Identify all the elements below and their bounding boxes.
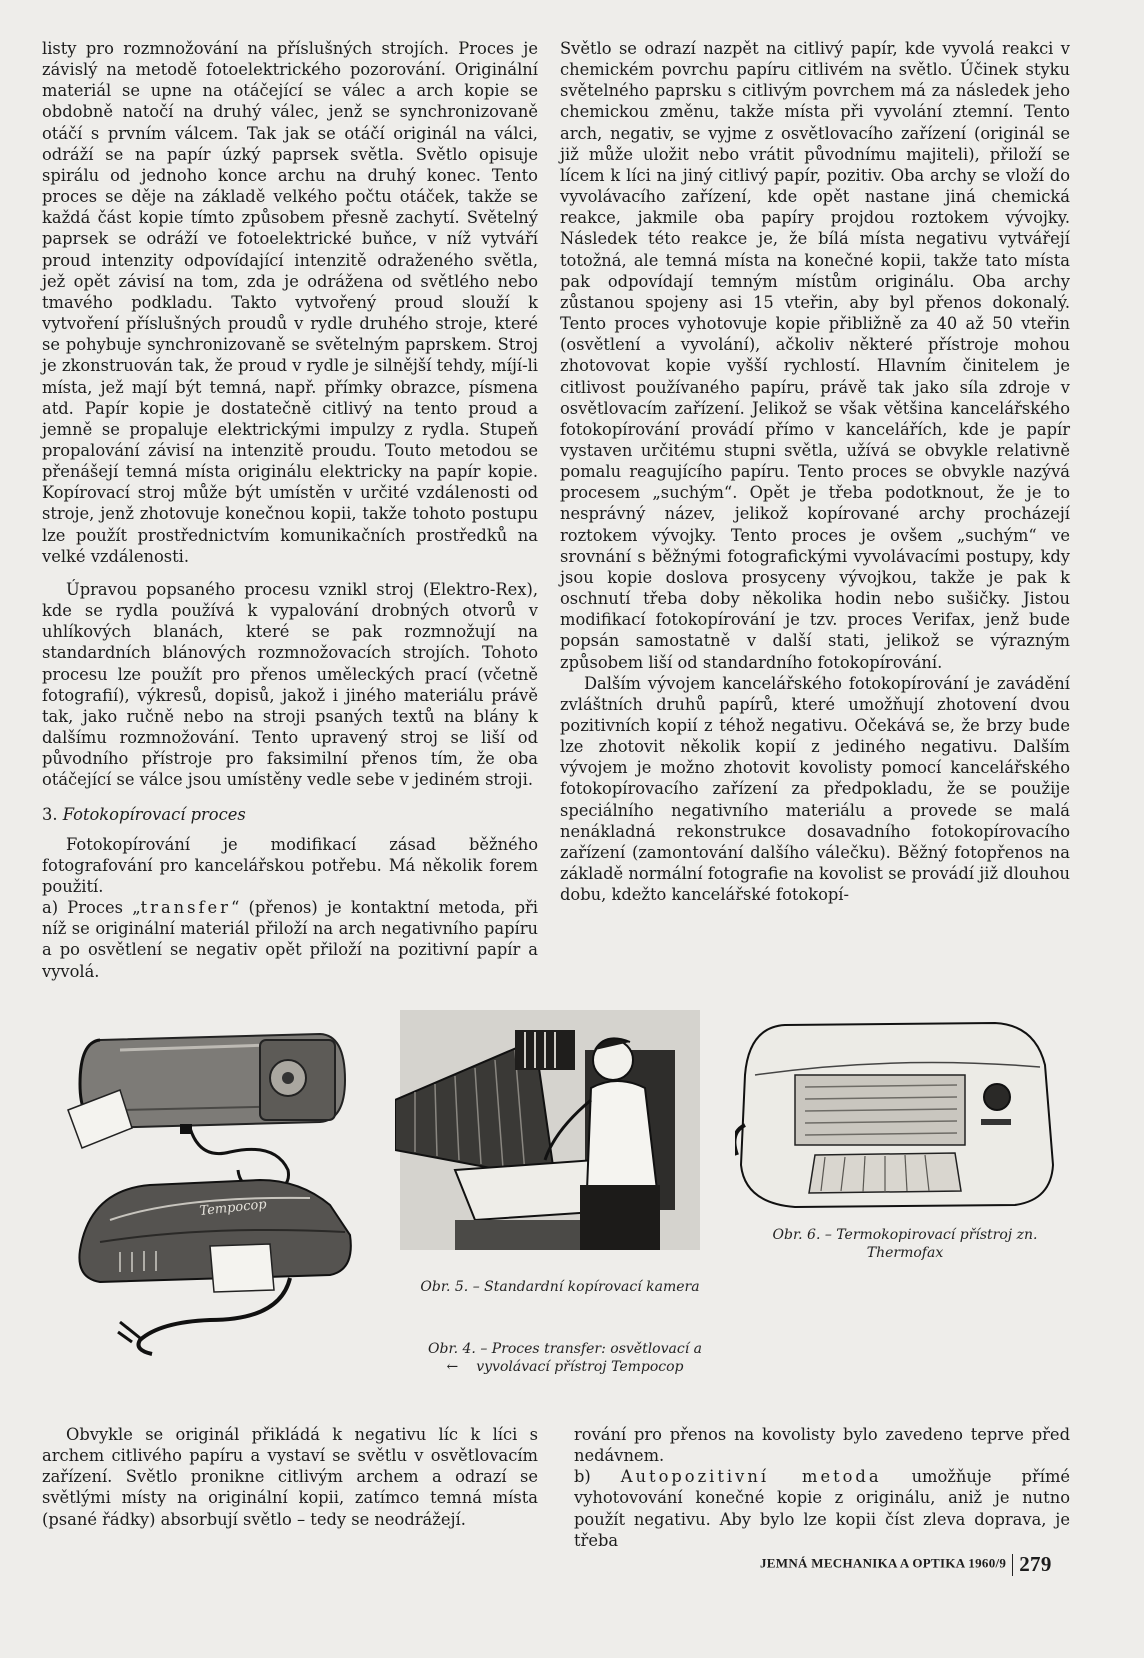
section-number: 3.	[42, 805, 58, 825]
footer-divider	[1012, 1554, 1013, 1576]
journal-name: JEMNÁ MECHANIKA A OPTIKA 1960/9	[760, 1555, 1007, 1571]
right-column	[560, 38, 1070, 905]
tempocop-box-device	[79, 1180, 350, 1354]
figure-4-caption-line-2: vyvolávací přístroj Tempocop	[476, 1359, 684, 1375]
figure-5-caption: Obr. 5. – Standardní kopírovací kamera	[420, 1279, 700, 1295]
item-b-text: umožňuje přímé vyhotovování konečné kopie z originálu, aniž je nutno použít negativu. Aby bylo lze kopii číst zleva doprava, je třeba	[574, 1467, 1071, 1550]
arrow-left-icon: ←	[446, 1359, 459, 1375]
section-heading	[42, 804, 538, 825]
right-paragraph-1: Světlo se odrazí nazpět na citlivý papír, kde vyvolá reakci v chemickém povrchu papíru citlivém na světlo. Účinek styku světelného paprsku s citlivým povrchem má za následek jeho chemickou změnu, takže místa při vyvolání ztemní. Tento arch, negativ, se vyjme z osvětlovacího zařízení (originál se již může uložit nebo vrátit původnímu majiteli), přiloží se lícem k líci na jiný citlivý papír, pozitiv. Oba archy se vloží do vyvolávacího zařízení, kde opět nastane jiná chemická reakce, jakmile oba papíry projdou roztokem vývojky. Následek této reakce je, že bílá místa negativu vytvářejí totožná, ale temná místa na konečné kopii, takže tato místa pak odpovídají temným místům originálu. Oba archy zůstanou spojeny asi 15 vteřin, aby byl přenos dokonalý. Tento proces vyhotovuje kopie přibližně za 40 až 50 vteřin (osvětlení a vyvolání), ačkoliv některé přístroje mohou zhotovovat kopie vyšší rychlostí. Hlavním činitelem je citlivost používaného papíru, právě tak jako síla zdroje v osvětlovacím zařízení. Jelikož se však většina kancelářského fotokopírování provádí přímo v kancelářích, kde je papír vystaven určitému stupni světla, užívá se obvykle relativně pomalu reagujícího papíru. Tento proces se obvykle nazývá procesem „suchým“. Opět je třeba podotknout, že je to nesprávný název, jelikož kopírované archy procházejí roztokem vývojky. Tento proces je ovšem „suchým“ ve srovnání s běžnými fotografickými vyvolávacími postupy, kdy jsou kopie doslova prosyceny vývojkou, takže je pak k oschnutí třeba doby několika hodin nebo sušičky. Jistou modifikací fotokopírování je tzv. proces Verifax, jenž bude popsán samostatně v další stati, jelikož se výrazným způsobem liší od standardního fotokopírování.	[560, 39, 1070, 672]
figure-6-caption	[740, 1226, 1070, 1262]
bottom-right-paragraph-1: rování pro přenos na kovolisty bylo zavedeno teprve před nedávnem.	[574, 1425, 1070, 1466]
figure-6-caption-line-1: Obr. 6. – Termokopirovací přístroj zn.	[772, 1227, 1038, 1243]
item-a-paragraph	[42, 897, 538, 982]
figure-5-copy-camera-illustration	[395, 1010, 705, 1250]
left-paragraph-1: listy pro rozmnožování na příslušných strojích. Proces je závislý na metodě fotoelektrického pozorování. Originální materiál se upne na otáčející se válec a arch kopie se obdobně natočí na druhý válec, jenž se synchronizovaně otáčí s prvním válcem. Tak jak se otáčí originál na válci, odráží se na papír úzký paprsek světla. Světlo opisuje spirálu od jednoho konce archu na druhý konec. Tento proces se děje na základě velkého počtu otáček, takže se každá část kopie tímto způsobem přesně zachytí. Světelný paprsek se odráží ve fotoelektrické buňce, v níž vytváří proud intenzity odpovídající intenzitě odraženého světla, jež opět závisí na tom, zda je odrážena od světlého nebo tmavého podkladu. Takto vytvořený proud slouží k vytvoření příslušných proudů v rydle druhého stroje, které se pohybuje synchronizovaně se světelným paprskem. Stroj je zkonstruován tak, že proud v rydle je silnější tehdy, míjí-li místa, jež mají být temná, např. přímky obrazce, písmena atd. Papír kopie je dostatečně citlivý na tento proud a jemně se propaluje elektrickými impulzy z rydla. Stupeň propalování závisí na intenzitě proudu. Touto metodou se přenášejí temná místa originálu elektricky na papír kopie. Kopírovací stroj může být umístěn v určité vzdálenosti od stroje, jenž zhotovuje konečnou kopii, takže tohoto postupu lze použít prostřednictvím komunikačních prostředků na velké vzdálenosti.	[42, 39, 538, 566]
bottom-right-column	[574, 1424, 1070, 1551]
bottom-left-paragraph: Obvykle se originál přikládá k negativu líc k líci s archem citlivého papíru a vystaví se světlu v osvětlovacím zařízení. Světlo pronikne citlivým archem a odrazí se světlými místy na originální kopii, zatímco temná místa (psané řádky) absorbují světlo – tedy se neodrážejí.	[42, 1425, 538, 1529]
section-paragraph: Fotokopírování je modifikací zásad běžného fotografování pro kancelářskou potřebu. Má několik forem použití.	[42, 834, 538, 896]
section-title: Fotokopírovací proces	[62, 805, 246, 825]
page-number: 279	[1019, 1552, 1052, 1576]
left-paragraph-2: Úpravou popsaného procesu vznikl stroj (Elektro-Rex), kde se rydla používá k vypalování drobných otvorů v uhlíkových blanách, které se pak rozmnožují na standardních blánových rozmnožovacích strojích. Tohoto procesu lze použít pro přenos uměleckých prací (včetně fotografií), výkresů, dopisů, jakož i jiného materiálu právě tak, jako ručně nebo na stroji psaných textů na blány k dalšímu rozmnožování. Tento upravený stroj se liší od původního přístroje pro faksimilní přenos tím, že oba otáčející se válce jsou umístěny vedle sebe v jediném stroji.	[42, 579, 538, 790]
item-b-prefix: b)	[574, 1467, 621, 1487]
figure-4-caption	[395, 1340, 735, 1376]
item-b-term: Autopozitivní metoda	[620, 1467, 882, 1487]
item-a-term: transfer	[140, 898, 231, 918]
item-a-prefix: a) Proces „	[42, 898, 141, 918]
item-a-text: “ (přenos) je kontaktní metoda, při níž se originální materiál přiloží na arch negativního papíru a po osvětlení se negativ opět přiloží na pozitivní papír a vyvolá.	[42, 898, 538, 981]
right-paragraph-2: Dalším vývojem kancelářského fotokopírování je zavádění zvláštních druhů papírů, které umožňují zhotovení dvou pozitivních kopií z téhož negativu. Očekává se, že brzy bude lze zhotovit několik kopií z jediného negativu. Dalším vývojem je možno zhotovit kovolisty pomocí kancelářského fotokopírovacího zařízení za předpokladu, že se použije speciálního negativního materiálu a provede se malá nenákladná rekonstrukce dosavadního fotokopírovacího zařízení (zamontování dalšího válečku). Běžný fotopřenos na základě normální fotografie na kovolist se provádí již dlouhou dobu, kdežto kancelářské fotokopí-	[560, 673, 1070, 905]
tempocop-brand-label: Tempocop	[198, 1197, 268, 1219]
figure-6-caption-line-2: Thermofax	[866, 1245, 944, 1261]
tempocop-cylinder-device	[68, 1034, 345, 1192]
item-b-paragraph	[574, 1466, 1070, 1551]
bottom-left-column	[42, 1424, 538, 1530]
figure-4-tempocop-illustration	[60, 1020, 410, 1360]
figure-4-caption-line-1: Obr. 4. – Proces transfer: osvětlovací a	[428, 1341, 702, 1357]
left-column	[42, 38, 538, 982]
page-footer	[760, 1552, 1052, 1577]
figure-6-thermofax-illustration	[735, 1015, 1055, 1215]
